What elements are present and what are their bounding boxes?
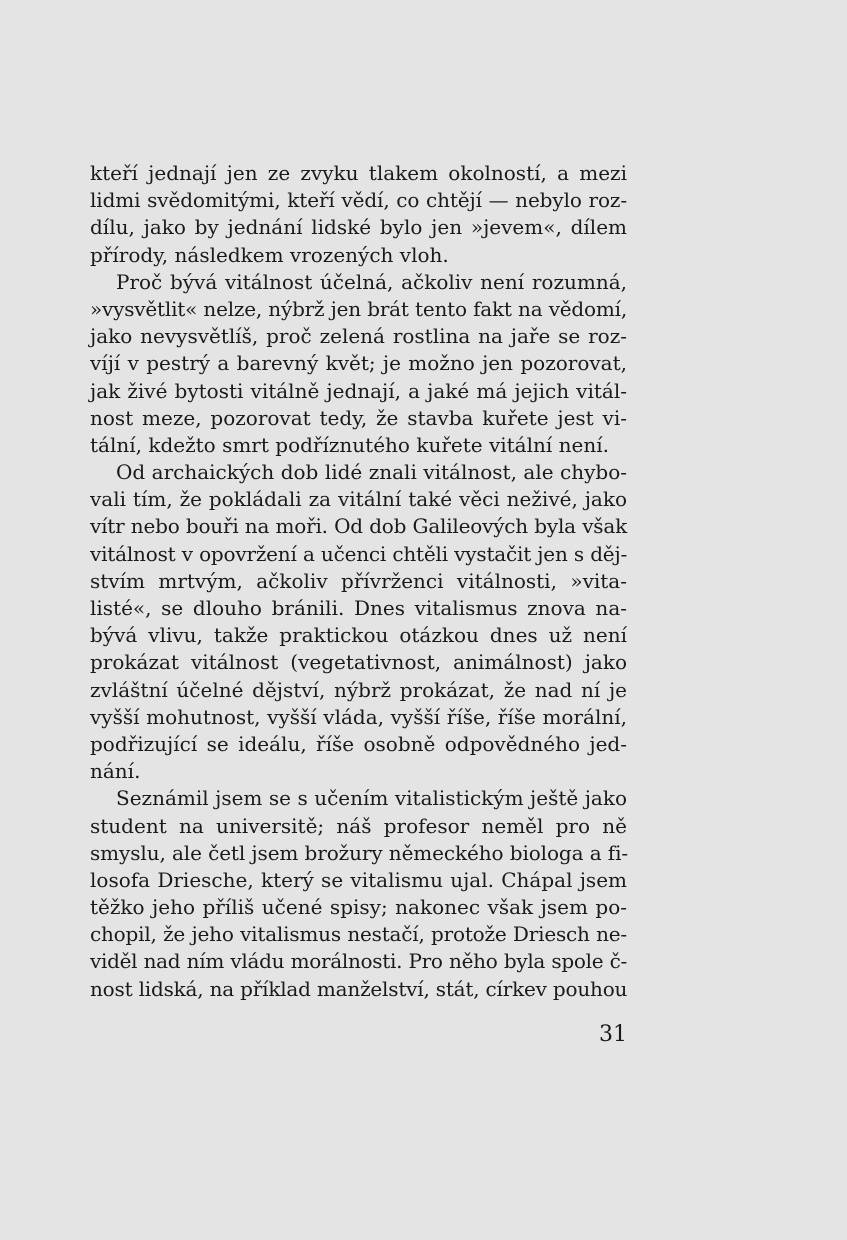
text-line: kteří jednají jen ze zvyku tlakem okolností, a mezi — [90, 161, 627, 185]
text-line: jako nevysvětlíš, proč zelená rostlina na jaře se roz‐ — [90, 324, 627, 349]
text-line: vyšší mohutnost, vyšší vláda, vyšší říše, říše morální, — [90, 704, 627, 729]
body-text — [90, 160, 627, 1003]
text-line: stvím mrtvým, ačkoliv přívrženci vitálnosti, »vita‐ — [90, 568, 627, 593]
text-line: student na universitě; náš profesor neměl pro ně — [90, 813, 627, 838]
text-line: viděl nad ním vládu morálnosti. Pro něho byla spole č‐ — [90, 949, 627, 974]
text-line: dílu, jako by jednání lidské bylo jen »jevem«, dílem — [90, 215, 627, 240]
text-line: vítr nebo bouři na moři. Od dob Galileových byla však — [90, 514, 627, 539]
text-line: listé«, se dlouho bránili. Dnes vitalismus znova na‐ — [90, 596, 627, 620]
text-line: těžko jeho příliš učené spisy; nakonec však jsem po‐ — [90, 895, 627, 920]
text-line: vali tím, že pokládali za vitální také věci neživé, jako — [90, 487, 627, 512]
text-line: podřizující se ideálu, říše osobně odpovědného jed‐ — [90, 731, 627, 756]
text-line: Seznámil jsem se s učením vitalistickým ještě jako — [116, 786, 627, 811]
text-line: bývá vlivu, takže praktickou otázkou dnes už není — [90, 623, 627, 648]
text-line: »vysvětlit« nelze, nýbrž jen brát tento fakt na vědomí, — [90, 296, 627, 321]
text-line: chopil, že jeho vitalismus nestačí, protože Driesch ne‐ — [90, 922, 627, 947]
text-line: víjí v pestrý a barevný květ; je možno jen pozorovat, — [90, 351, 627, 376]
text-line: prokázat vitálnost (vegetativnost, animálnost) jako — [90, 650, 627, 675]
text-line: smyslu, ale četl jsem brožury německého biologa a fi‐ — [90, 840, 629, 865]
text-line: Od archaických dob lidé znali vitálnost, ale chybo‐ — [116, 460, 627, 485]
text-line: vitálnost v opovržení a učenci chtěli vystačit jen s děj‐ — [90, 541, 627, 566]
text-line: zvláštní účelné dějství, nýbrž prokázat, že nad ní je — [90, 677, 627, 702]
text-line: Proč bývá vitálnost účelná, ačkoliv není rozumná, — [116, 269, 627, 294]
page-number: 31 — [599, 1022, 627, 1047]
text-line: nost lidská, na příklad manželství, stát, církev pouhou — [90, 976, 628, 1001]
text-line: losofa Driesche, který se vitalismu ujal. Chápal jsem — [90, 867, 627, 892]
text-line: přírody, následkem vrozených vloh. — [90, 242, 449, 267]
text-line: lidmi svědomitými, kteří vědí, co chtějí — nebylo roz‐ — [90, 188, 627, 213]
text-line: nost meze, pozorovat tedy, že stavba kuřete jest vi‐ — [90, 405, 627, 430]
text-line: tální, kdežto smrt podříznutého kuřete vitální není. — [90, 432, 609, 457]
text-line: nání. — [90, 759, 141, 784]
text-line: jak živé bytosti vitálně jednají, a jaké má jejich vitál‐ — [90, 378, 627, 403]
